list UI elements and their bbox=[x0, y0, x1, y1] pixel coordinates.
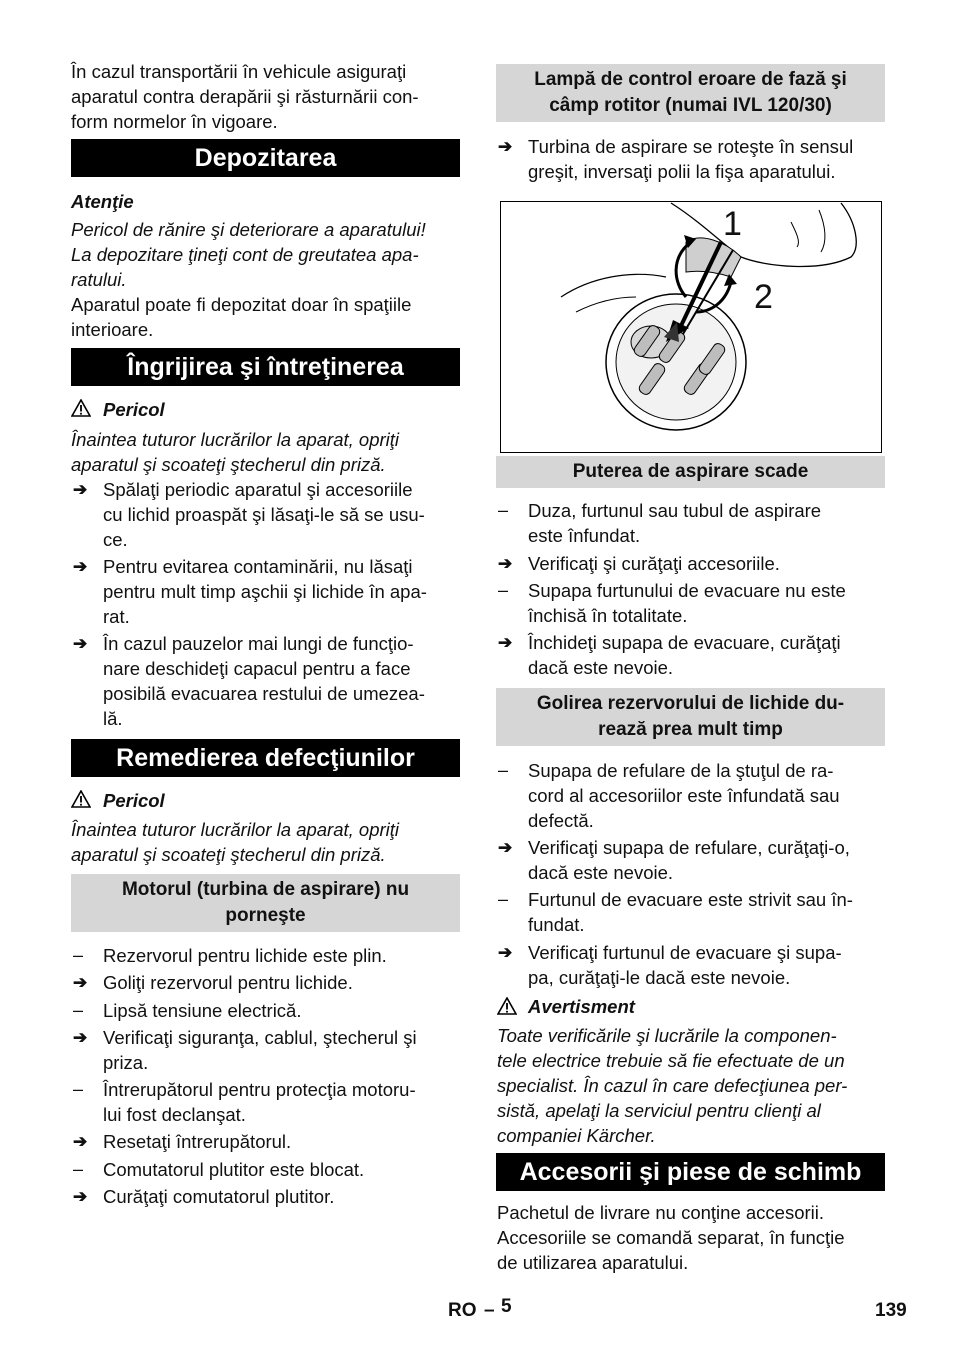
suction-item: Supapa furtunului de evacuare nu este bbox=[528, 580, 846, 601]
care-step: Spălaţi periodic aparatul şi accesoriile bbox=[103, 479, 413, 500]
footer-separator: – bbox=[484, 1300, 495, 1321]
storage-text: Aparatul poate fi depozitat doar în spaţiile bbox=[71, 294, 412, 315]
danger-label: Pericol bbox=[103, 790, 165, 811]
drain-item: dacă este nevoie. bbox=[528, 862, 674, 883]
care-step: nare deschideţi capacul pentru a face bbox=[103, 658, 411, 679]
drain-item: defectă. bbox=[528, 810, 594, 831]
motor-item: Comutatorul plutitor este blocat. bbox=[103, 1159, 365, 1180]
drain-heading-line: Golirea rezervorului de lichide du- bbox=[536, 693, 845, 714]
suction-item: Verificaţi şi curăţaţi accesoriile. bbox=[528, 553, 780, 574]
care-step: rat. bbox=[103, 606, 130, 627]
intro-line: aparatul contra derapării şi răsturnării con- bbox=[71, 86, 419, 107]
caution-text: Pericol de rănire şi deteriorare a aparatului! bbox=[71, 219, 426, 240]
care-step: Pentru evitarea contaminării, nu lăsaţi bbox=[103, 556, 413, 577]
warning-triangle-icon bbox=[497, 997, 517, 1015]
troubleshooting-heading: Remedierea defecţiunilor bbox=[71, 739, 460, 777]
arrow-icon: ➔ bbox=[498, 137, 513, 156]
suction-item: Duza, furtunul sau tubul de aspirare bbox=[528, 500, 822, 521]
accessories-text: de utilizarea aparatului. bbox=[497, 1252, 689, 1273]
intro-line: În cazul transportării în vehicule asiguraţi bbox=[71, 61, 407, 82]
warning-text: Toate verificările şi lucrările la componen- bbox=[497, 1025, 837, 1046]
caution-text: ratului. bbox=[71, 269, 127, 290]
drain-heading-line: rează prea mult timp bbox=[598, 719, 783, 740]
dash-bullet: – bbox=[73, 1159, 84, 1179]
arrow-icon: ➔ bbox=[73, 634, 88, 653]
intro-line: form normelor în vigoare. bbox=[71, 111, 278, 132]
dash-bullet: – bbox=[73, 1000, 84, 1020]
motor-item: Lipsă tensiune electrică. bbox=[103, 1000, 302, 1021]
warning-label: Avertisment bbox=[528, 996, 635, 1017]
phase-heading-line: câmp rotitor (numai IVL 120/30) bbox=[549, 95, 832, 116]
suction-item: dacă este nevoie. bbox=[528, 657, 674, 678]
warning-text: specialist. În cazul în care defecţiunea per- bbox=[497, 1075, 848, 1096]
warning-triangle-icon bbox=[71, 399, 91, 417]
caution-text: La depozitare ţineţi cont de greutatea apa- bbox=[71, 244, 419, 265]
phase-heading bbox=[496, 64, 885, 122]
storage-heading: Depozitarea bbox=[71, 139, 460, 177]
suction-item: este înfundat. bbox=[528, 525, 641, 546]
drain-item: cord al accesoriilor este înfundată sau bbox=[528, 785, 840, 806]
arrow-icon: ➔ bbox=[498, 943, 513, 962]
arrow-icon: ➔ bbox=[73, 1132, 88, 1151]
drain-heading bbox=[496, 688, 885, 746]
danger-text: aparatul şi scoateţi ştecherul din priză. bbox=[71, 844, 386, 865]
danger-text: Înaintea tuturor lucrărilor la aparat, opriţi bbox=[71, 429, 400, 450]
danger-text: Înaintea tuturor lucrărilor la aparat, opriţi bbox=[71, 819, 400, 840]
phase-step: Turbina de aspirare se roteşte în sensul bbox=[528, 136, 854, 157]
arrow-icon: ➔ bbox=[73, 480, 88, 499]
dash-bullet: – bbox=[498, 760, 509, 780]
motor-item: Întrerupătorul pentru protecţia motoru- bbox=[103, 1079, 416, 1100]
drain-item: Verificaţi furtunul de evacuare şi supa- bbox=[528, 942, 842, 963]
accessories-heading: Accesorii şi piese de schimb bbox=[496, 1153, 885, 1191]
care-step: pentru mult timp aşchii şi lichide în apa- bbox=[103, 581, 427, 602]
arrow-icon: ➔ bbox=[498, 554, 513, 573]
care-step: posibilă evacuarea restului de umezea- bbox=[103, 683, 425, 704]
warning-text: tele electrice trebuie să fie efectuate de un bbox=[497, 1050, 845, 1071]
suction-item: Închideţi supapa de evacuare, curăţaţi bbox=[528, 632, 841, 653]
motor-item: Rezervorul pentru lichide este plin. bbox=[103, 945, 387, 966]
motor-item: Curăţaţi comutatorul plutitor. bbox=[103, 1186, 335, 1207]
plug-illustration bbox=[500, 201, 882, 453]
phase-step: greşit, inversaţi polii la fişa aparatului. bbox=[528, 161, 836, 182]
drain-item: Verificaţi supapa de refulare, curăţaţi-o, bbox=[528, 837, 850, 858]
suction-heading: Puterea de aspirare scade bbox=[496, 456, 885, 488]
motor-item: priza. bbox=[103, 1052, 149, 1073]
care-step: lă. bbox=[103, 708, 123, 729]
arrow-icon: ➔ bbox=[498, 633, 513, 652]
accessories-text: Accesoriile se comandă separat, în funcţie bbox=[497, 1227, 845, 1248]
arrow-icon: ➔ bbox=[498, 838, 513, 857]
motor-item: Verificaţi siguranţa, cablul, ştecherul şi bbox=[103, 1027, 417, 1048]
suction-item: închisă în totalitate. bbox=[528, 605, 688, 626]
dash-bullet: – bbox=[73, 945, 84, 965]
drain-item: fundat. bbox=[528, 914, 585, 935]
care-step: cu lichid proaspăt şi lăsaţi-le să se usu- bbox=[103, 504, 425, 525]
motor-heading-line: Motorul (turbina de aspirare) nu bbox=[121, 879, 410, 900]
warning-text: sistă, apelaţi la serviciul pentru clienţi al bbox=[497, 1100, 821, 1121]
phase-heading-line: Lampă de control eroare de fază şi bbox=[534, 69, 847, 90]
plug-drawing bbox=[501, 202, 881, 452]
arrow-icon: ➔ bbox=[73, 557, 88, 576]
danger-label: Pericol bbox=[103, 399, 165, 420]
caution-label: Atenţie bbox=[71, 191, 134, 212]
drain-item: pa, curăţaţi-le dacă este nevoie. bbox=[528, 967, 791, 988]
care-heading: Îngrijirea şi întreţinerea bbox=[71, 348, 460, 386]
footer-section-page: 5 bbox=[501, 1296, 512, 1317]
motor-heading bbox=[71, 874, 460, 932]
page-number: 139 bbox=[875, 1300, 907, 1321]
figure-label-1: 1 bbox=[723, 205, 742, 243]
dash-bullet: – bbox=[498, 580, 509, 600]
arrow-icon: ➔ bbox=[73, 1028, 88, 1047]
motor-item: Resetaţi întrerupătorul. bbox=[103, 1131, 292, 1152]
warning-text: companiei Kärcher. bbox=[497, 1125, 656, 1146]
motor-item: Goliţi rezervorul pentru lichide. bbox=[103, 972, 353, 993]
arrow-icon: ➔ bbox=[73, 1187, 88, 1206]
care-step: În cazul pauzelor mai lungi de funcţio- bbox=[103, 633, 414, 654]
danger-text: aparatul şi scoateţi ştecherul din priză. bbox=[71, 454, 386, 475]
arrow-icon: ➔ bbox=[73, 973, 88, 992]
figure-label-2: 2 bbox=[754, 278, 773, 316]
dash-bullet: – bbox=[73, 1079, 84, 1099]
warning-triangle-icon bbox=[71, 790, 91, 808]
dash-bullet: – bbox=[498, 889, 509, 909]
drain-item: Furtunul de evacuare este strivit sau în- bbox=[528, 889, 853, 910]
dash-bullet: – bbox=[498, 500, 509, 520]
care-step: ce. bbox=[103, 529, 128, 550]
footer-language: RO bbox=[448, 1300, 477, 1321]
drain-item: Supapa de refulare de la ştuţul de ra- bbox=[528, 760, 834, 781]
motor-item: lui fost declanşat. bbox=[103, 1104, 246, 1125]
accessories-text: Pachetul de livrare nu conţine accesorii. bbox=[497, 1202, 825, 1223]
storage-text: interioare. bbox=[71, 319, 154, 340]
motor-heading-line: porneşte bbox=[225, 905, 306, 926]
